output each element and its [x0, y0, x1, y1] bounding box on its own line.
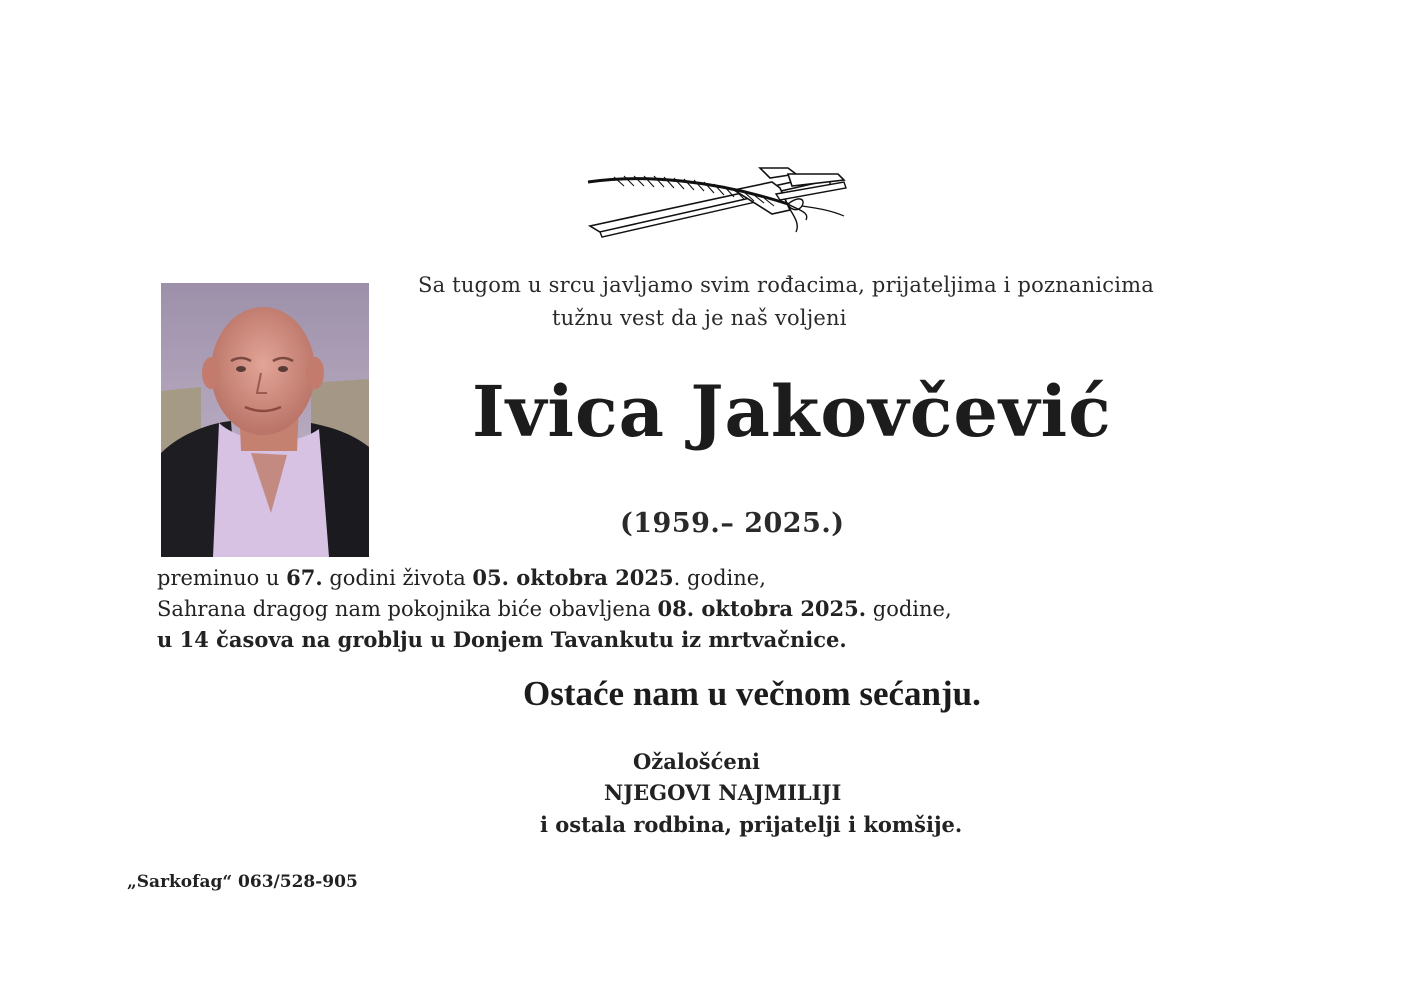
death-info-text-b: godini života [322, 566, 473, 590]
intro-line-2: tužnu vest da je naš voljeni [552, 306, 847, 330]
cross-with-palm-icon [584, 160, 848, 240]
death-info-text-c: . godine, [673, 566, 766, 590]
funeral-date: 08. oktobra 2025. [657, 596, 867, 621]
mourners-family: NJEGOVI NAJMILIJI [604, 780, 842, 805]
memorial-quote: Ostaće nam u večnom sećanju. [523, 674, 981, 713]
death-info-text-a: preminuo u [157, 566, 287, 590]
intro-line-1: Sa tugom u srcu javljamo svim rođacima, prijateljima i poznanicima [418, 273, 1155, 297]
funeral-info-text-a: Sahrana dragog nam pokojnika biće obavljena [157, 597, 658, 621]
age-value: 67. [286, 565, 323, 590]
mourners-others: i ostala rodbina, prijatelji i komšije. [540, 812, 963, 837]
life-years: (1959.– 2025.) [620, 508, 845, 539]
funeral-place-line [157, 627, 847, 652]
deceased-portrait [161, 283, 369, 557]
funeral-info-text-c: godine, [866, 597, 952, 621]
funeral-home-contact: „Sarkofag“ 063/528-905 [127, 872, 358, 892]
mourners-heading: Ožalošćeni [633, 749, 761, 774]
funeral-info-line [157, 596, 952, 621]
death-date: 05. oktobra 2025 [472, 565, 674, 590]
death-info-line [157, 565, 766, 590]
funeral-place: u 14 časova na groblju u Donjem Tavankutu iz mrtvačnice. [157, 627, 847, 652]
deceased-name: Ivica Jakovčević [472, 370, 1112, 453]
